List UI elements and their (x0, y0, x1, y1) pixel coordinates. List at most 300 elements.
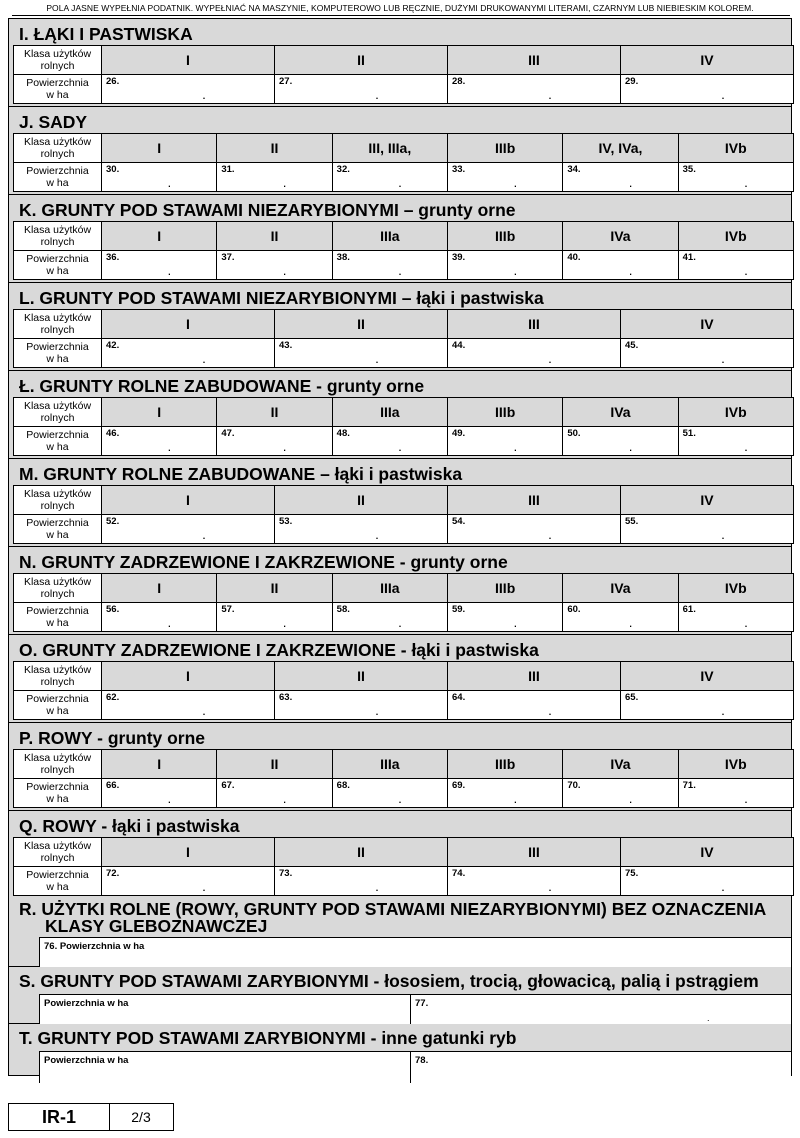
row-label-line: Klasa użytków (23, 576, 92, 588)
decimal-mark: . (375, 531, 379, 541)
area-input-field[interactable] (275, 515, 448, 544)
soil-class-header: IIIb (447, 398, 562, 427)
soil-class-header: IVa (563, 750, 678, 779)
soil-class-header: I (102, 574, 217, 603)
field-number: 27. (279, 76, 293, 87)
field-number: 57. (221, 604, 235, 615)
class-area-table (13, 485, 794, 544)
decimal-mark: . (202, 883, 206, 893)
soil-class-header: I (102, 222, 217, 251)
field-number: 50. (567, 428, 581, 439)
field-78-label: 78. (415, 1055, 429, 1066)
section-2 (9, 195, 791, 283)
area-input-field[interactable] (448, 339, 621, 368)
field-number: 46. (106, 428, 120, 439)
field-number: 48. (336, 428, 350, 439)
field-number: 59. (451, 604, 466, 615)
soil-class-header: II (217, 574, 332, 603)
soil-class-header: II (275, 46, 448, 75)
decimal-mark: . (548, 883, 552, 893)
row-label-line: rolnych (40, 324, 75, 336)
row-label-area (14, 75, 102, 104)
field-number: 70. (567, 780, 581, 791)
area-input-field[interactable] (332, 427, 447, 456)
decimal-mark: . (721, 91, 725, 101)
row-label-line: w ha (46, 793, 69, 805)
field-number: 54. (452, 516, 466, 527)
soil-class-header: II (275, 486, 448, 515)
row-label-line: Powierzchnia (26, 605, 89, 617)
area-label-t: Powierzchnia w ha (44, 1055, 129, 1066)
decimal-mark: . (744, 443, 748, 453)
field-number: 71. (682, 780, 696, 791)
section-title: O. GRUNTY ZADRZEWIONE I ZAKRZEWIONE - łąki i pastwiska (19, 640, 539, 660)
row-label-klasa (14, 662, 102, 691)
field-number: 30. (106, 164, 120, 175)
row-label-area (14, 691, 102, 720)
area-input-field[interactable] (621, 515, 794, 544)
section-title: Q. ROWY - łąki i pastwiska (19, 816, 240, 836)
section-5 (9, 459, 791, 547)
area-input-field[interactable] (217, 163, 332, 192)
soil-class-header: II (217, 398, 332, 427)
area-input-field[interactable] (275, 75, 448, 104)
decimal-mark: . (283, 619, 286, 629)
area-input-field[interactable] (217, 427, 332, 456)
field-76-label: 76. Powierzchnia w ha (44, 941, 145, 952)
soil-class-header: II (275, 310, 448, 339)
soil-class-header: IVb (678, 574, 793, 603)
area-input-field[interactable] (217, 603, 332, 632)
row-label-line: Klasa użytków (23, 400, 92, 412)
soil-class-header: III (448, 46, 621, 75)
soil-class-header: IV (621, 838, 794, 867)
area-input-field[interactable] (447, 779, 562, 808)
row-label-area (14, 427, 102, 456)
area-input-field[interactable] (621, 75, 794, 104)
decimal-mark: . (398, 619, 402, 629)
row-label-area (14, 867, 102, 896)
row-label-line: Klasa użytków (23, 224, 92, 236)
decimal-mark: . (744, 267, 748, 277)
soil-class-header: IVa (563, 574, 678, 603)
row-label-line: rolnych (40, 412, 75, 424)
area-input-field[interactable] (217, 779, 332, 808)
class-area-table (13, 309, 794, 368)
soil-class-header: I (102, 398, 217, 427)
area-input-field[interactable] (563, 427, 678, 456)
section-s (9, 967, 791, 1024)
field-number: 39. (451, 252, 466, 263)
decimal-mark: . (514, 179, 517, 189)
section-t-title: T. GRUNTY POD STAWAMI ZARYBIONYMI - inne gatunki ryb (19, 1028, 517, 1048)
decimal-mark: . (168, 443, 171, 453)
decimal-mark: . (744, 795, 748, 805)
decimal-mark: . (202, 91, 206, 101)
area-input-field[interactable] (447, 251, 562, 280)
class-area-table (13, 837, 794, 896)
soil-class-header: III (448, 310, 621, 339)
field-number: 41. (682, 252, 696, 263)
decimal-mark: . (548, 531, 552, 541)
area-input-field[interactable] (621, 867, 794, 896)
row-label-area (14, 163, 102, 192)
decimal-mark: . (629, 443, 632, 453)
section-0 (9, 19, 791, 107)
section-title: N. GRUNTY ZADRZEWIONE I ZAKRZEWIONE - grunty orne (19, 552, 508, 572)
field-number: 75. (625, 868, 639, 879)
area-input-field[interactable] (563, 163, 678, 192)
row-label-area (14, 779, 102, 808)
area-input-field[interactable] (102, 75, 275, 104)
soil-class-header: IIIb (447, 134, 562, 163)
area-input-field[interactable] (102, 691, 275, 720)
soil-class-header: IVb (678, 222, 793, 251)
section-3 (9, 283, 791, 371)
soil-class-header: IVb (678, 398, 793, 427)
row-label-line: w ha (46, 529, 69, 541)
row-label-line: Klasa użytków (23, 488, 92, 500)
section-title: J. SADY (19, 112, 88, 132)
area-input-field[interactable] (447, 427, 562, 456)
row-label-area (14, 603, 102, 632)
decimal-mark: . (721, 883, 725, 893)
area-input-field[interactable] (102, 163, 217, 192)
row-label-line: rolnych (40, 676, 75, 688)
area-input-field[interactable] (275, 691, 448, 720)
section-r-title (9, 899, 791, 935)
field-number: 47. (221, 428, 235, 439)
soil-class-header: IV (621, 310, 794, 339)
form-identifier-box (8, 1103, 174, 1131)
row-label-line: w ha (46, 177, 69, 189)
area-input-field[interactable] (275, 867, 448, 896)
field-number: 29. (625, 76, 639, 87)
row-label-line: rolnych (40, 588, 75, 600)
decimal-mark: . (744, 179, 748, 189)
field-78[interactable] (410, 1052, 791, 1083)
soil-class-header: III (448, 662, 621, 691)
row-label-klasa (14, 310, 102, 339)
decimal-mark: . (375, 883, 379, 893)
field-77-label: 77. (415, 998, 429, 1009)
row-label-line: Powierzchnia (26, 165, 89, 177)
soil-class-header: II (275, 662, 448, 691)
area-input-field[interactable] (332, 603, 447, 632)
area-input-field[interactable] (563, 603, 678, 632)
area-input-field[interactable] (102, 867, 275, 896)
field-number: 61. (682, 604, 696, 615)
field-number: 49. (451, 428, 466, 439)
area-input-field[interactable] (217, 251, 332, 280)
row-label-area (14, 251, 102, 280)
row-label-line: Powierzchnia (26, 693, 89, 705)
field-number: 32. (336, 164, 350, 175)
row-label-line: Klasa użytków (23, 136, 92, 148)
decimal-mark: . (548, 91, 552, 101)
decimal-mark: . (168, 267, 171, 277)
decimal-mark: . (548, 355, 552, 365)
decimal-mark: . (168, 619, 171, 629)
soil-class-header: I (102, 750, 217, 779)
area-input-field[interactable] (448, 515, 621, 544)
soil-class-header: I (102, 46, 275, 75)
area-input-field[interactable] (678, 427, 793, 456)
row-label-line: w ha (46, 89, 69, 101)
field-number: 28. (452, 76, 466, 87)
field-number: 42. (106, 340, 120, 351)
decimal-mark: . (514, 795, 517, 805)
row-label-line: Powierzchnia (26, 77, 89, 89)
decimal-mark: . (398, 795, 402, 805)
class-area-table (13, 661, 794, 720)
decimal-mark: . (398, 267, 402, 277)
section-title: L. GRUNTY POD STAWAMI NIEZARYBIONYMI – łąki i pastwiska (19, 288, 544, 308)
area-input-field[interactable] (563, 779, 678, 808)
soil-class-header: IIIa (332, 574, 447, 603)
decimal-mark: . (744, 619, 748, 629)
row-label-area (14, 515, 102, 544)
class-area-table (13, 749, 794, 808)
field-number: 36. (106, 252, 120, 263)
field-number: 65. (625, 692, 639, 703)
area-input-field[interactable] (447, 163, 562, 192)
soil-class-header: IVb (678, 134, 793, 163)
row-label-klasa (14, 838, 102, 867)
section-8 (9, 723, 791, 811)
area-input-field[interactable] (102, 779, 217, 808)
decimal-mark: . (375, 707, 379, 717)
soil-class-header: IV (621, 662, 794, 691)
row-label-line: w ha (46, 617, 69, 629)
row-label-klasa (14, 486, 102, 515)
decimal-mark: . (629, 179, 632, 189)
area-input-field[interactable] (332, 779, 447, 808)
area-input-field[interactable] (621, 691, 794, 720)
class-area-table (13, 45, 794, 104)
area-input-field[interactable] (448, 75, 621, 104)
field-number: 37. (221, 252, 235, 263)
decimal-mark: . (283, 267, 286, 277)
decimal-mark: . (375, 355, 379, 365)
field-number: 73. (279, 868, 293, 879)
row-label-line: w ha (46, 705, 69, 717)
row-label-line: Powierzchnia (26, 253, 89, 265)
section-r (9, 899, 791, 967)
row-label-line: rolnych (40, 148, 75, 160)
row-label-line: w ha (46, 353, 69, 365)
row-label-line: w ha (46, 265, 69, 277)
field-number: 52. (106, 516, 120, 527)
soil-class-header: IV (621, 46, 794, 75)
field-number: 72. (106, 868, 120, 879)
field-number: 26. (106, 76, 120, 87)
decimal-mark: . (629, 795, 632, 805)
area-input-field[interactable] (102, 603, 217, 632)
decimal-mark: . (283, 443, 286, 453)
class-area-table (13, 397, 794, 456)
section-title: I. ŁĄKI I PASTWISKA (19, 24, 193, 44)
section-title: P. ROWY - grunty orne (19, 728, 206, 748)
area-input-field[interactable] (621, 339, 794, 368)
section-6 (9, 547, 791, 635)
row-label-line: Powierzchnia (26, 341, 89, 353)
field-77-decimal-mark: . (707, 1013, 710, 1023)
soil-class-header: I (102, 134, 217, 163)
soil-class-header: IIIa (332, 398, 447, 427)
soil-class-header: IV, IVa, (563, 134, 678, 163)
decimal-mark: . (398, 443, 402, 453)
row-label-klasa (14, 574, 102, 603)
divider (12, 15, 790, 16)
soil-class-header: IVb (678, 750, 793, 779)
class-area-table (13, 221, 794, 280)
area-input-field[interactable] (102, 427, 217, 456)
field-number: 64. (452, 692, 466, 703)
soil-class-header: IIIa (332, 750, 447, 779)
soil-class-header: IIIb (447, 750, 562, 779)
row-label-line: rolnych (40, 852, 75, 864)
row-label-line: rolnych (40, 236, 75, 248)
field-number: 53. (279, 516, 293, 527)
class-area-table (13, 133, 794, 192)
soil-class-header: IVa (563, 398, 678, 427)
field-number: 62. (106, 692, 120, 703)
decimal-mark: . (629, 619, 632, 629)
field-76[interactable] (39, 937, 791, 967)
section-r-title-line2: KLASY GLEBOZNAWCZEJ (45, 916, 268, 936)
area-input-field[interactable] (678, 779, 793, 808)
soil-class-header: IIIb (447, 222, 562, 251)
section-4 (9, 371, 791, 459)
section-9 (9, 811, 791, 899)
area-input-field[interactable] (102, 515, 275, 544)
section-r-title-line1: R. UŻYTKI ROLNE (ROWY, GRUNTY POD STAWAMI NIEZARYBIONYMI) BEZ OZNACZENIA (19, 899, 767, 919)
soil-class-header: IIIa (332, 222, 447, 251)
row-label-line: Powierzchnia (26, 781, 89, 793)
field-number: 51. (682, 428, 696, 439)
decimal-mark: . (168, 179, 171, 189)
soil-class-header: III (448, 838, 621, 867)
decimal-mark: . (721, 707, 725, 717)
area-input-field[interactable] (678, 603, 793, 632)
field-number: 34. (567, 164, 581, 175)
row-label-line: Klasa użytków (23, 752, 92, 764)
section-t (9, 1024, 791, 1083)
decimal-mark: . (721, 355, 725, 365)
area-input-field[interactable] (448, 867, 621, 896)
area-input-field[interactable] (563, 251, 678, 280)
area-input-field[interactable] (275, 339, 448, 368)
sections-container (9, 19, 791, 899)
field-number: 44. (452, 340, 466, 351)
row-label-klasa (14, 134, 102, 163)
decimal-mark: . (168, 795, 171, 805)
field-number: 45. (625, 340, 639, 351)
decimal-mark: . (375, 91, 379, 101)
section-7 (9, 635, 791, 723)
row-label-line: Powierzchnia (26, 869, 89, 881)
section-title: K. GRUNTY POD STAWAMI NIEZARYBIONYMI – grunty orne (19, 200, 516, 220)
field-number: 60. (567, 604, 581, 615)
field-number: 31. (221, 164, 235, 175)
soil-class-header: IV (621, 486, 794, 515)
soil-class-header: III (448, 486, 621, 515)
row-label-line: rolnych (40, 500, 75, 512)
field-number: 74. (452, 868, 466, 879)
row-label-line: Klasa użytków (23, 840, 92, 852)
soil-class-header: II (217, 750, 332, 779)
soil-class-header: II (275, 838, 448, 867)
decimal-mark: . (202, 531, 206, 541)
field-number: 38. (336, 252, 350, 263)
row-label-line: w ha (46, 441, 69, 453)
soil-class-header: IVa (563, 222, 678, 251)
field-number: 43. (279, 340, 293, 351)
row-label-line: Powierzchnia (26, 429, 89, 441)
area-input-field[interactable] (448, 691, 621, 720)
decimal-mark: . (514, 267, 517, 277)
decimal-mark: . (398, 179, 402, 189)
row-label-klasa (14, 222, 102, 251)
land-area-form (8, 18, 792, 1076)
field-number: 40. (567, 252, 581, 263)
class-area-table (13, 573, 794, 632)
field-number: 69. (451, 780, 466, 791)
field-number: 66. (106, 780, 120, 791)
row-label-line: w ha (46, 881, 69, 893)
form-instructions: POLA JASNE WYPEŁNIA PODATNIK. WYPEŁNIAĆ NA MASZYNIE, KOMPUTEROWO LUB RĘCZNIE, DUŻYMI DRUKOWANYMI LITERAMI, CZARNYM LUB NIEBIESKIM KOLOREM. (46, 3, 754, 13)
soil-class-header: IIIb (447, 574, 562, 603)
decimal-mark: . (283, 795, 286, 805)
area-row-s (39, 994, 791, 1024)
field-number: 33. (451, 164, 466, 175)
field-number: 56. (106, 604, 120, 615)
row-label-line: rolnych (40, 60, 75, 72)
row-label-line: Powierzchnia (26, 517, 89, 529)
row-label-line: Klasa użytków (23, 664, 92, 676)
area-input-field[interactable] (447, 603, 562, 632)
decimal-mark: . (514, 619, 517, 629)
soil-class-header: II (217, 222, 332, 251)
area-input-field[interactable] (102, 251, 217, 280)
soil-class-header: II (217, 134, 332, 163)
decimal-mark: . (202, 707, 206, 717)
field-number: 35. (682, 164, 696, 175)
area-input-field[interactable] (678, 251, 793, 280)
field-77[interactable] (410, 995, 791, 1024)
decimal-mark: . (202, 355, 206, 365)
section-s-title: S. GRUNTY POD STAWAMI ZARYBIONYMI - łososiem, trocią, głowacicą, palią i pstrągiem (19, 971, 759, 991)
field-number: 55. (625, 516, 639, 527)
field-number: 63. (279, 692, 293, 703)
soil-class-header: III, IIIa, (332, 134, 447, 163)
decimal-mark: . (514, 443, 517, 453)
soil-class-header: I (102, 838, 275, 867)
area-label-s: Powierzchnia w ha (44, 998, 129, 1009)
row-label-klasa (14, 398, 102, 427)
area-input-field[interactable] (332, 251, 447, 280)
area-input-field[interactable] (678, 163, 793, 192)
field-number: 58. (336, 604, 350, 615)
section-1 (9, 107, 791, 195)
row-label-klasa (14, 46, 102, 75)
row-label-klasa (14, 750, 102, 779)
area-input-field[interactable] (332, 163, 447, 192)
row-label-line: Klasa użytków (23, 312, 92, 324)
area-input-field[interactable] (102, 339, 275, 368)
decimal-mark: . (548, 707, 552, 717)
